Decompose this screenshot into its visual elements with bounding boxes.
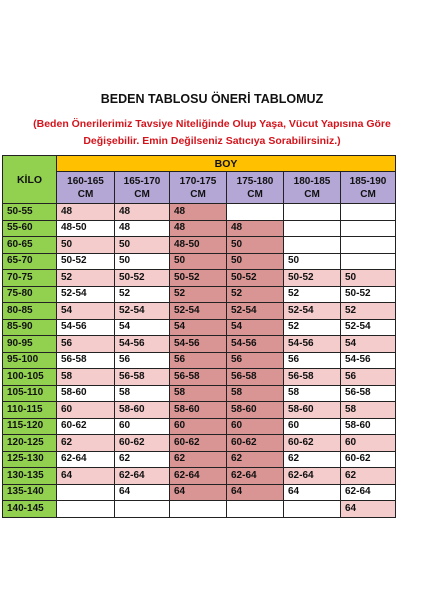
size-cell: 54-56 — [170, 336, 227, 353]
height-range-label: 170-175 — [179, 175, 217, 187]
size-cell: 50-52 — [115, 270, 170, 287]
size-cell — [115, 501, 170, 518]
table-row — [3, 270, 396, 287]
size-cell: 56 — [284, 352, 341, 369]
height-range-label: 180-185 — [293, 175, 331, 187]
size-cell: 54 — [227, 319, 284, 336]
size-cell — [57, 484, 115, 501]
kilo-range-cell: 100-105 — [3, 369, 57, 386]
size-cell — [341, 253, 396, 270]
size-cell: 62-64 — [227, 468, 284, 485]
size-cell: 52 — [57, 270, 115, 287]
size-cell: 50 — [115, 253, 170, 270]
note-line-2: Değişebilir. Emin Değilseniz Satıcıya Sorabilirsiniz.) — [83, 135, 341, 147]
table-row — [3, 385, 396, 402]
size-cell: 52 — [227, 286, 284, 303]
size-cell: 48 — [115, 220, 170, 237]
size-cell: 52-54 — [227, 303, 284, 320]
size-cell: 58 — [227, 385, 284, 402]
kilo-range-cell: 130-135 — [3, 468, 57, 485]
size-cell: 56-58 — [57, 352, 115, 369]
kilo-range-cell: 55-60 — [3, 220, 57, 237]
height-unit-label: CM — [134, 188, 150, 200]
size-cell: 52 — [284, 286, 341, 303]
size-cell: 58-60 — [284, 402, 341, 419]
table-row — [3, 451, 396, 468]
size-cell: 62-64 — [170, 468, 227, 485]
page-title: BEDEN TABLOSU ÖNERİ TABLOMUZ — [100, 92, 324, 106]
size-cell: 56-58 — [284, 369, 341, 386]
size-cell: 54-56 — [115, 336, 170, 353]
size-cell: 64 — [57, 468, 115, 485]
size-cell: 50-52 — [227, 270, 284, 287]
size-cell: 60 — [284, 418, 341, 435]
table-row — [3, 468, 396, 485]
kilo-range-cell: 85-90 — [3, 319, 57, 336]
size-cell: 56-58 — [115, 369, 170, 386]
size-cell: 56 — [57, 336, 115, 353]
size-cell: 54-56 — [341, 352, 396, 369]
size-cell: 58 — [284, 385, 341, 402]
kilo-range-cell: 140-145 — [3, 501, 57, 518]
size-cell: 50 — [170, 253, 227, 270]
height-range-header-row — [3, 172, 396, 204]
size-advice-note — [20, 116, 404, 150]
boy-group-header: BOY — [57, 156, 396, 172]
size-cell: 50 — [341, 270, 396, 287]
height-range-header — [341, 172, 396, 204]
size-cell: 62 — [57, 435, 115, 452]
height-unit-label: CM — [360, 188, 376, 200]
height-range-label: 160-165 — [67, 175, 104, 187]
kilo-range-cell: 125-130 — [3, 451, 57, 468]
size-cell: 60-62 — [284, 435, 341, 452]
size-cell: 58-60 — [170, 402, 227, 419]
size-cell — [170, 501, 227, 518]
size-cell: 52-54 — [284, 303, 341, 320]
size-cell: 62 — [170, 451, 227, 468]
table-row — [3, 484, 396, 501]
size-cell: 58 — [341, 402, 396, 419]
size-cell: 50 — [227, 253, 284, 270]
size-cell: 62-64 — [284, 468, 341, 485]
size-cell: 56-58 — [170, 369, 227, 386]
size-cell — [341, 237, 396, 254]
kilo-range-cell: 60-65 — [3, 237, 57, 254]
size-cell: 48-50 — [57, 220, 115, 237]
height-range-header — [57, 172, 115, 204]
size-cell — [341, 220, 396, 237]
size-cell: 62 — [341, 468, 396, 485]
size-cell: 56 — [170, 352, 227, 369]
kilo-range-cell: 80-85 — [3, 303, 57, 320]
size-cell: 64 — [115, 484, 170, 501]
size-cell — [57, 501, 115, 518]
table-row — [3, 418, 396, 435]
height-range-header — [227, 172, 284, 204]
table-row — [3, 352, 396, 369]
size-cell: 56-58 — [341, 385, 396, 402]
size-cell: 56-58 — [227, 369, 284, 386]
size-cell: 60 — [57, 402, 115, 419]
kilo-range-cell: 90-95 — [3, 336, 57, 353]
size-cell: 50 — [227, 237, 284, 254]
size-cell: 50 — [57, 237, 115, 254]
size-cell: 52-54 — [170, 303, 227, 320]
size-cell: 58 — [57, 369, 115, 386]
size-cell: 58 — [170, 385, 227, 402]
height-range-header — [170, 172, 227, 204]
size-cell: 64 — [227, 484, 284, 501]
kilo-range-cell: 115-120 — [3, 418, 57, 435]
size-cell — [284, 204, 341, 221]
size-cell — [284, 237, 341, 254]
size-cell: 54-56 — [227, 336, 284, 353]
kilo-range-cell: 65-70 — [3, 253, 57, 270]
table-row — [3, 435, 396, 452]
size-cell: 54 — [115, 319, 170, 336]
size-cell: 48 — [57, 204, 115, 221]
size-cell: 58-60 — [57, 385, 115, 402]
size-cell: 54 — [341, 336, 396, 353]
size-cell: 52-54 — [115, 303, 170, 320]
size-cell: 60 — [170, 418, 227, 435]
size-cell: 48-50 — [170, 237, 227, 254]
size-cell: 54-56 — [57, 319, 115, 336]
size-cell: 48 — [170, 204, 227, 221]
size-cell: 58 — [115, 385, 170, 402]
size-cell: 50-52 — [341, 286, 396, 303]
size-cell: 60 — [227, 418, 284, 435]
size-cell: 62-64 — [115, 468, 170, 485]
size-cell — [227, 501, 284, 518]
height-range-label: 185-190 — [349, 175, 387, 187]
size-cell: 60-62 — [57, 418, 115, 435]
size-cell: 56 — [341, 369, 396, 386]
size-cell: 58-60 — [341, 418, 396, 435]
height-range-label: 165-170 — [123, 175, 161, 187]
size-cell — [227, 204, 284, 221]
size-cell: 52 — [115, 286, 170, 303]
height-range-header — [284, 172, 341, 204]
size-cell: 48 — [227, 220, 284, 237]
size-cell: 52-54 — [57, 286, 115, 303]
size-cell: 60-62 — [227, 435, 284, 452]
size-cell: 50-52 — [284, 270, 341, 287]
kilo-range-cell: 105-110 — [3, 385, 57, 402]
table-row — [3, 303, 396, 320]
height-unit-label: CM — [190, 188, 206, 200]
table-row — [3, 237, 396, 254]
table-row — [3, 402, 396, 419]
table-row — [3, 204, 396, 221]
table-row — [3, 369, 396, 386]
kilo-column-header: KİLO — [3, 156, 57, 204]
size-cell: 52 — [170, 286, 227, 303]
size-cell: 60-62 — [115, 435, 170, 452]
kilo-range-cell: 120-125 — [3, 435, 57, 452]
size-cell: 60-62 — [170, 435, 227, 452]
size-cell: 52-54 — [341, 319, 396, 336]
table-header-row — [3, 156, 396, 172]
size-chart-table — [2, 155, 396, 518]
size-cell: 48 — [170, 220, 227, 237]
size-cell: 54-56 — [284, 336, 341, 353]
size-cell — [284, 501, 341, 518]
size-cell: 62-64 — [341, 484, 396, 501]
size-cell: 52 — [284, 319, 341, 336]
size-cell: 62-64 — [57, 451, 115, 468]
height-unit-label: CM — [304, 188, 320, 200]
kilo-range-cell: 110-115 — [3, 402, 57, 419]
table-row — [3, 286, 396, 303]
table-row — [3, 319, 396, 336]
height-range-label: 175-180 — [236, 175, 274, 187]
height-unit-label: CM — [247, 188, 263, 200]
table-row — [3, 220, 396, 237]
size-cell: 54 — [57, 303, 115, 320]
size-cell: 50-52 — [57, 253, 115, 270]
kilo-range-cell: 50-55 — [3, 204, 57, 221]
table-row — [3, 253, 396, 270]
size-cell: 62 — [227, 451, 284, 468]
kilo-range-cell: 95-100 — [3, 352, 57, 369]
size-cell: 56 — [115, 352, 170, 369]
size-cell: 64 — [170, 484, 227, 501]
size-cell: 50 — [115, 237, 170, 254]
size-cell: 48 — [115, 204, 170, 221]
height-range-header — [115, 172, 170, 204]
kilo-range-cell: 70-75 — [3, 270, 57, 287]
size-cell: 64 — [341, 501, 396, 518]
kilo-range-cell: 135-140 — [3, 484, 57, 501]
size-cell: 58-60 — [227, 402, 284, 419]
height-unit-label: CM — [77, 188, 94, 200]
size-cell: 62 — [284, 451, 341, 468]
size-cell — [341, 204, 396, 221]
size-cell — [284, 220, 341, 237]
size-cell: 50 — [284, 253, 341, 270]
size-cell: 60 — [341, 435, 396, 452]
size-cell: 58-60 — [115, 402, 170, 419]
size-cell: 50-52 — [170, 270, 227, 287]
kilo-range-cell: 75-80 — [3, 286, 57, 303]
size-cell: 60 — [115, 418, 170, 435]
size-cell: 56 — [227, 352, 284, 369]
size-cell: 62 — [115, 451, 170, 468]
note-line-1: (Beden Önerilerimiz Tavsiye Niteliğinde Olup Yaşa, Vücut Yapısına Göre — [33, 118, 391, 130]
table-row — [3, 501, 396, 518]
table-row — [3, 336, 396, 353]
size-cell: 64 — [284, 484, 341, 501]
size-cell: 60-62 — [341, 451, 396, 468]
size-cell: 54 — [170, 319, 227, 336]
size-cell: 52 — [341, 303, 396, 320]
